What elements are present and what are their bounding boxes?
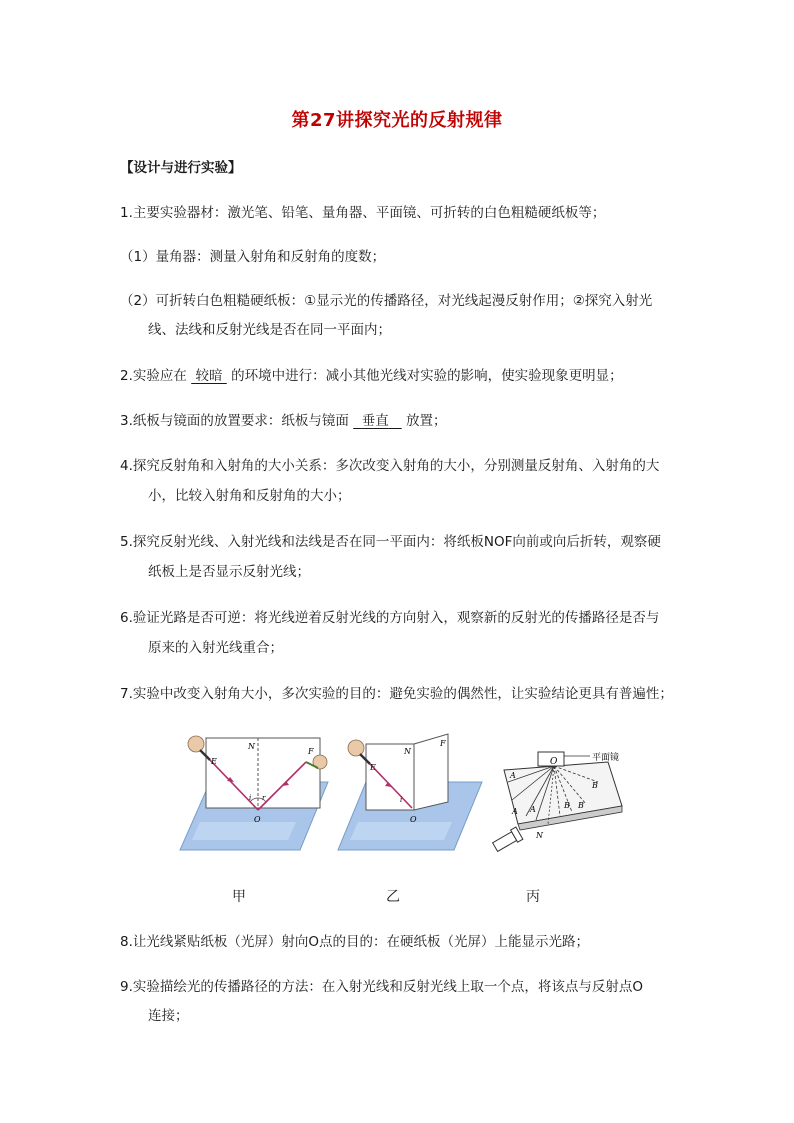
item-2-answer-text: 较暗 <box>195 368 223 384</box>
item-6-line2: 原来的入射光线重合； <box>148 640 283 656</box>
item-2-text-post: 的环境中进行：减小其他光线对实验的影响，使实验现象更明显； <box>231 368 623 384</box>
item-5-line2: 纸板上是否显示反射光线； <box>148 564 310 580</box>
caption-bing: 丙 <box>526 889 540 905</box>
page-title: 第27讲探究光的反射规律 <box>291 110 503 131</box>
label-i-jia: i <box>249 794 252 802</box>
label-i-yi: i <box>400 796 403 804</box>
label-O-jia: O <box>254 815 261 824</box>
mirror-shine-yi <box>350 822 452 840</box>
label-N-jia: N <box>248 742 255 751</box>
label-N-yi: N <box>404 747 411 756</box>
flashlight-icon <box>492 827 523 853</box>
figure-bing <box>490 742 635 860</box>
label-B1: B <box>564 801 570 810</box>
section-heading: 【设计与进行实验】 <box>120 160 242 176</box>
item-4-line1: 4.探究反射角和入射角的大小关系：多次改变入射角的大小，分别测量反射角、入射角的大 <box>120 458 660 474</box>
label-B2: B <box>578 801 584 810</box>
label-A1: A <box>510 771 516 780</box>
label-mirror: 平面镜 <box>592 753 620 763</box>
item-4-line2: 小，比较入射角和反射角的大小； <box>148 488 351 504</box>
item-6-line1: 6.验证光路是否可逆：将光线逆着反射光线的方向射入，观察新的反射光的传播路径是否与 <box>120 610 660 626</box>
label-E-jia: E <box>211 757 217 766</box>
item-1-sub-2-line2: 线、法线和反射光线是否在同一平面内； <box>148 322 391 338</box>
item-7: 7.实验中改变入射角大小，多次实验的目的：避免实验的偶然性，让实验结论更具有普遍性； <box>120 686 673 702</box>
figure-yi <box>336 732 486 852</box>
figure-jia <box>178 732 330 852</box>
label-A3: A <box>530 805 536 814</box>
item-3-answer-text: 垂直 <box>361 413 389 429</box>
item-9-line1: 9.实验描绘光的传播路径的方法：在入射光线和反射光线上取一个点，将该点与反射点O <box>120 979 644 995</box>
item-1: 1.主要实验器材：激光笔、铅笔、量角器、平面镜、可折转的白色粗糙硬纸板等； <box>120 205 606 221</box>
hand-yi-icon <box>348 740 364 756</box>
label-F-jia: F <box>308 747 314 756</box>
item-5-line1: 5.探究反射光线、入射光线和法线是否在同一平面内：将纸板NOF向前或向后折转，观察硬 <box>120 534 661 550</box>
mirror-shine-jia <box>192 822 296 840</box>
label-r-jia: r <box>262 794 266 802</box>
caption-yi: 乙 <box>386 889 400 905</box>
label-N-bing: N <box>536 831 543 840</box>
item-2 <box>120 366 623 386</box>
item-1-sub-2-line1: （2）可折转白色粗糙硬纸板：①显示光的传播路径，对光线起漫反射作用；②探究入射光 <box>120 293 653 309</box>
label-B3: B <box>592 781 598 790</box>
label-E-yi: E <box>370 763 376 772</box>
hand-left-icon <box>188 736 204 752</box>
label-O-bing: O <box>550 757 558 767</box>
label-A2: A <box>512 807 518 816</box>
item-2-text-pre: 2.实验应在 <box>120 368 187 384</box>
item-3 <box>120 411 446 431</box>
item-3-answer <box>353 413 401 429</box>
caption-jia: 甲 <box>232 889 246 905</box>
item-2-answer <box>191 368 227 384</box>
item-3-text-pre: 3.纸板与镜面的放置要求：纸板与镜面 <box>120 413 349 429</box>
label-F-yi: F <box>440 739 446 748</box>
item-1-sub-1: （1）量角器：测量入射角和反射角的度数； <box>120 249 386 265</box>
label-O-yi: O <box>410 815 417 824</box>
item-9-line2: 连接； <box>148 1008 189 1024</box>
item-3-text-post: 放置； <box>405 413 447 429</box>
item-8: 8.让光线紧贴纸板（光屏）射向O点的目的：在硬纸板（光屏）上能显示光路； <box>120 934 590 950</box>
